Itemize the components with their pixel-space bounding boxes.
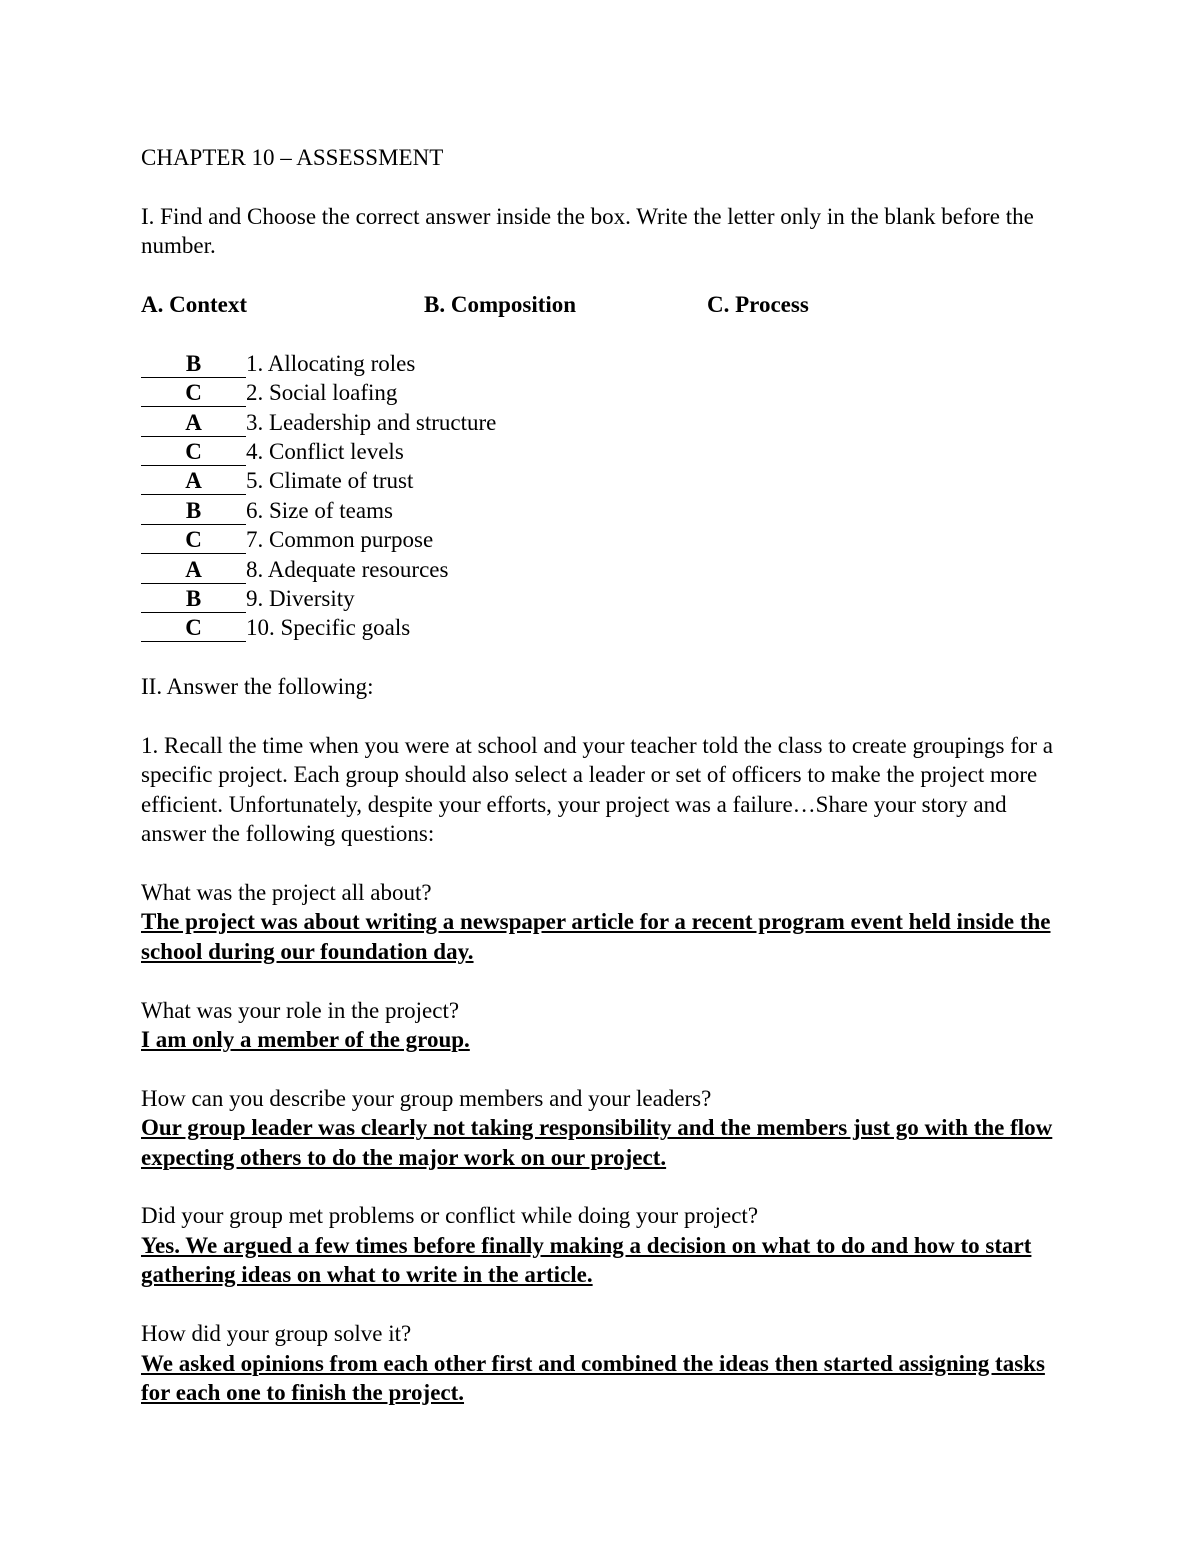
item-text: 8. Adequate resources bbox=[246, 556, 449, 582]
answer-text: The project was about writing a newspaper article for a recent program event held inside the school during our foundation day. bbox=[141, 909, 1051, 964]
question-text: What was your role in the project? bbox=[141, 997, 460, 1023]
answer-blank: B bbox=[141, 498, 246, 525]
item-text: 5. Climate of trust bbox=[246, 468, 414, 494]
answer-blank: A bbox=[141, 410, 246, 437]
list-item bbox=[141, 613, 1071, 642]
list-item bbox=[141, 378, 1071, 407]
list-item bbox=[141, 555, 1071, 584]
item-text: 4. Conflict levels bbox=[246, 439, 404, 465]
qa-block bbox=[141, 1201, 1071, 1289]
answer-text: Our group leader was clearly not taking responsibility and the members just go with the flow expecting others to do the major work on our project. bbox=[141, 1115, 1053, 1170]
answer-text: We asked opinions from each other first and combined the ideas then started assigning tasks for each one to finish the project. bbox=[141, 1350, 1045, 1405]
answer-blank: A bbox=[141, 557, 246, 584]
list-item bbox=[141, 466, 1071, 495]
item-text: 10. Specific goals bbox=[246, 615, 411, 641]
list-item bbox=[141, 584, 1071, 613]
answer-choices-box bbox=[141, 290, 1071, 319]
choice-b: B. Composition bbox=[424, 292, 577, 317]
item-text: 1. Allocating roles bbox=[246, 350, 416, 376]
qa-block bbox=[141, 996, 1071, 1055]
question-text: How can you describe your group members and your leaders? bbox=[141, 1085, 712, 1111]
question-text: Did your group met problems or conflict while doing your project? bbox=[141, 1203, 759, 1229]
list-item bbox=[141, 525, 1071, 554]
qa-block bbox=[141, 878, 1071, 966]
qa-block bbox=[141, 1319, 1071, 1407]
list-item bbox=[141, 349, 1071, 378]
item-text: 2. Social loafing bbox=[246, 380, 398, 406]
list-item bbox=[141, 437, 1071, 466]
document-content bbox=[141, 143, 1071, 1407]
question-text: What was the project all about? bbox=[141, 880, 432, 906]
list-item bbox=[141, 408, 1071, 437]
section1-instruction: I. Find and Choose the correct answer inside the box. Write the letter only in the blank before the number. bbox=[141, 203, 1034, 259]
section2-heading: II. Answer the following: bbox=[141, 674, 374, 700]
chapter-title: CHAPTER 10 – ASSESSMENT bbox=[141, 145, 444, 170]
answer-blank: B bbox=[141, 351, 246, 378]
item-text: 3. Leadership and structure bbox=[246, 409, 497, 435]
answer-blank: C bbox=[141, 527, 246, 554]
item-text: 9. Diversity bbox=[246, 586, 355, 612]
items-list bbox=[141, 349, 1071, 643]
answer-text: I am only a member of the group. bbox=[141, 1027, 470, 1053]
choice-c: C. Process bbox=[707, 292, 809, 317]
item-text: 6. Size of teams bbox=[246, 497, 393, 523]
answer-text: Yes. We argued a few times before finally making a decision on what to do and how to start gathering ideas on what to write in the article. bbox=[141, 1232, 1032, 1288]
section2-prompt: 1. Recall the time when you were at school and your teacher told the class to create groupings for a specific project. Each group should also select a leader or set of officers to make the project more efficient. Unfortunately, despite your efforts, your project was a failure…Share your story and answer the following questions: bbox=[141, 733, 1054, 847]
item-text: 7. Common purpose bbox=[246, 527, 434, 553]
answer-blank: C bbox=[141, 380, 246, 407]
list-item bbox=[141, 496, 1071, 525]
answer-blank: A bbox=[141, 468, 246, 495]
question-text: How did your group solve it? bbox=[141, 1321, 412, 1347]
answer-blank: C bbox=[141, 439, 246, 466]
answer-blank: B bbox=[141, 586, 246, 613]
qa-block bbox=[141, 1084, 1071, 1172]
answer-blank: C bbox=[141, 615, 246, 642]
choice-a: A. Context bbox=[141, 292, 248, 317]
